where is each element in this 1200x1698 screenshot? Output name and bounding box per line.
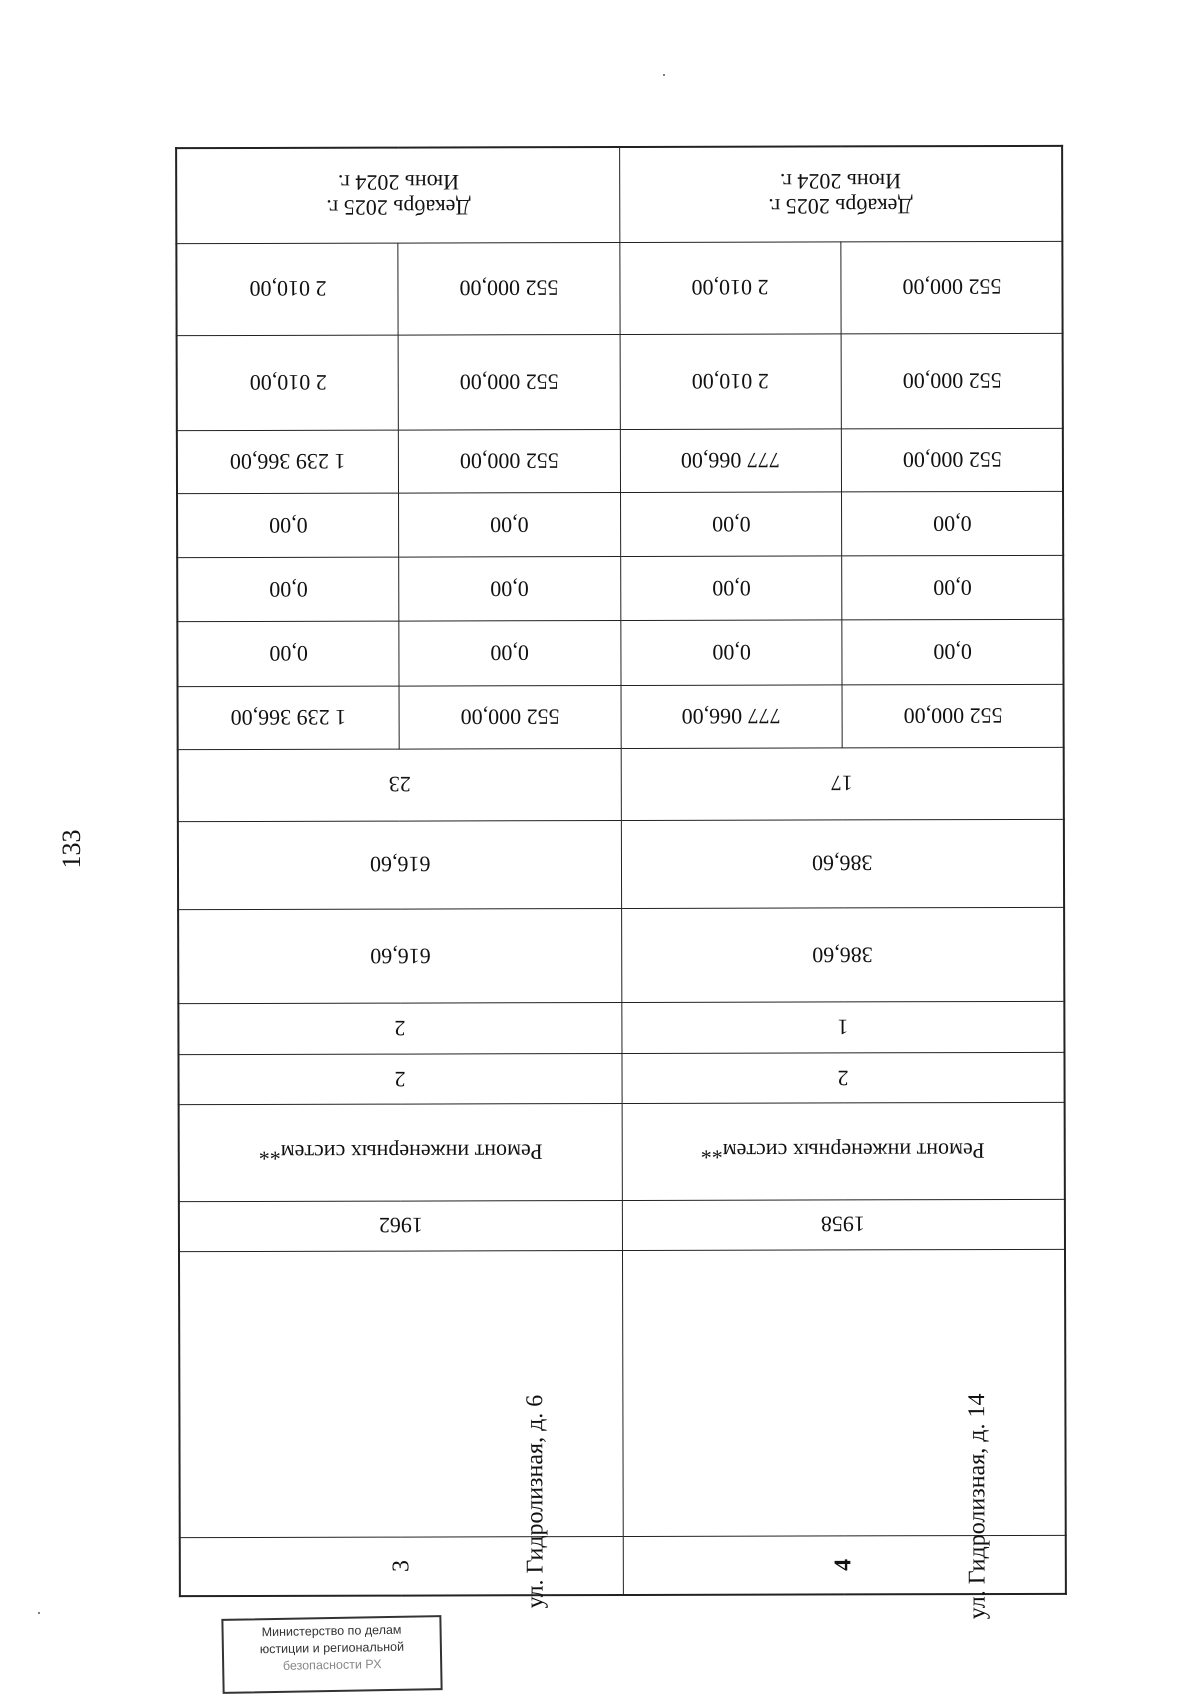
- table-cell: 0,00: [620, 492, 842, 557]
- table-cell: 0,00: [842, 492, 1064, 557]
- table-cell: 1 239 366,00: [177, 430, 399, 494]
- table-cell: 0,00: [177, 622, 399, 687]
- table-cell: 2 010,00: [176, 243, 398, 336]
- table-cell: 2: [178, 1054, 621, 1105]
- table-row: [178, 1002, 1064, 1055]
- ministry-stamp: [221, 1615, 442, 1694]
- table-cell: 552 000,00: [399, 685, 621, 749]
- table-cell: 17: [621, 747, 1064, 820]
- table-row: [177, 556, 1063, 622]
- table-row: [179, 1199, 1065, 1251]
- table-row: [178, 1053, 1064, 1105]
- table-cell: 0,00: [399, 557, 621, 622]
- period-end: Декабрь 2025 г.: [325, 195, 471, 221]
- table-cell: 2 010,00: [619, 242, 841, 335]
- table-cell: 552 000,00: [841, 333, 1063, 429]
- table-cell: 552 000,00: [841, 428, 1063, 492]
- period-end: Декабрь 2025 г.: [768, 194, 913, 220]
- table-cell: 616,60: [178, 820, 621, 909]
- table-row: [177, 492, 1063, 558]
- year-cell: 1962: [179, 1200, 622, 1251]
- address-cell: [622, 1249, 1066, 1620]
- period-start: Июнь 2024 г.: [779, 168, 902, 195]
- table-cell: 2: [621, 1053, 1064, 1104]
- table-cell: 2 010,00: [177, 335, 399, 431]
- stamp-line-3: безопасности РХ: [282, 1657, 382, 1673]
- period-cell: [176, 147, 619, 243]
- table-cell: 777 066,00: [621, 684, 843, 748]
- table-cell: 0,00: [177, 557, 399, 622]
- stamp-line-1: Министерство по делам: [261, 1622, 402, 1640]
- table-cell: 386,60: [621, 907, 1064, 1002]
- table-row: [179, 1249, 1066, 1538]
- table-cell: 2: [178, 1003, 621, 1055]
- table-cell: 386,60: [621, 819, 1064, 908]
- table-row: [178, 684, 1064, 749]
- table-cell: 0,00: [620, 620, 842, 685]
- address-text: ул. Гидролизная, д. 6: [521, 1394, 549, 1609]
- table-row: [178, 907, 1064, 1004]
- work-type-cell: Ремонт инженерных систем**: [179, 1104, 622, 1201]
- number-cell: 3: [180, 1537, 623, 1596]
- table-cell: 616,60: [178, 908, 621, 1003]
- table-row: [176, 241, 1062, 336]
- table-cell: 552 000,00: [398, 242, 620, 335]
- table-row: [176, 146, 1062, 244]
- address-cell: [179, 1250, 623, 1609]
- table-row: [177, 333, 1063, 431]
- table-cell: 0,00: [177, 493, 399, 558]
- table-row: [177, 428, 1063, 493]
- table-row: [178, 819, 1064, 909]
- table-cell: 0,00: [620, 556, 842, 621]
- work-type-cell: Ремонт инженерных систем**: [622, 1103, 1065, 1200]
- page-number: 133: [57, 829, 86, 869]
- scan-speck: [663, 74, 665, 76]
- table-cell: 0,00: [399, 493, 621, 558]
- table-cell: 1 239 366,00: [178, 686, 400, 750]
- stamp-line-2: юстиции и региональной: [259, 1639, 405, 1657]
- table-cell: 777 066,00: [620, 429, 842, 493]
- table-cell: 552 000,00: [398, 334, 620, 430]
- table-cell: 552 000,00: [841, 241, 1063, 334]
- scan-speck: [38, 1612, 40, 1614]
- table-row: [178, 747, 1064, 821]
- records-table: [175, 145, 1067, 1620]
- period-cell: [619, 146, 1062, 242]
- year-cell: 1958: [622, 1199, 1065, 1250]
- table-cell: 2 010,00: [620, 334, 842, 430]
- period-start: Июнь 2024 г.: [337, 169, 459, 196]
- records-table-wrapper: [175, 145, 1067, 1620]
- table-cell: 1: [621, 1002, 1064, 1054]
- table-cell: 552 000,00: [398, 430, 620, 494]
- number-cell: 4: [623, 1536, 1066, 1595]
- table-row: [180, 1536, 1066, 1597]
- table-cell: 0,00: [399, 621, 621, 686]
- table-cell: 23: [178, 748, 621, 821]
- address-text: ул. Гидролизная, д. 14: [964, 1393, 991, 1620]
- table-row: [179, 1103, 1065, 1202]
- table-row: [177, 620, 1063, 686]
- table-cell: 0,00: [842, 556, 1064, 621]
- table-cell: 0,00: [842, 620, 1064, 685]
- table-cell: 552 000,00: [842, 684, 1064, 748]
